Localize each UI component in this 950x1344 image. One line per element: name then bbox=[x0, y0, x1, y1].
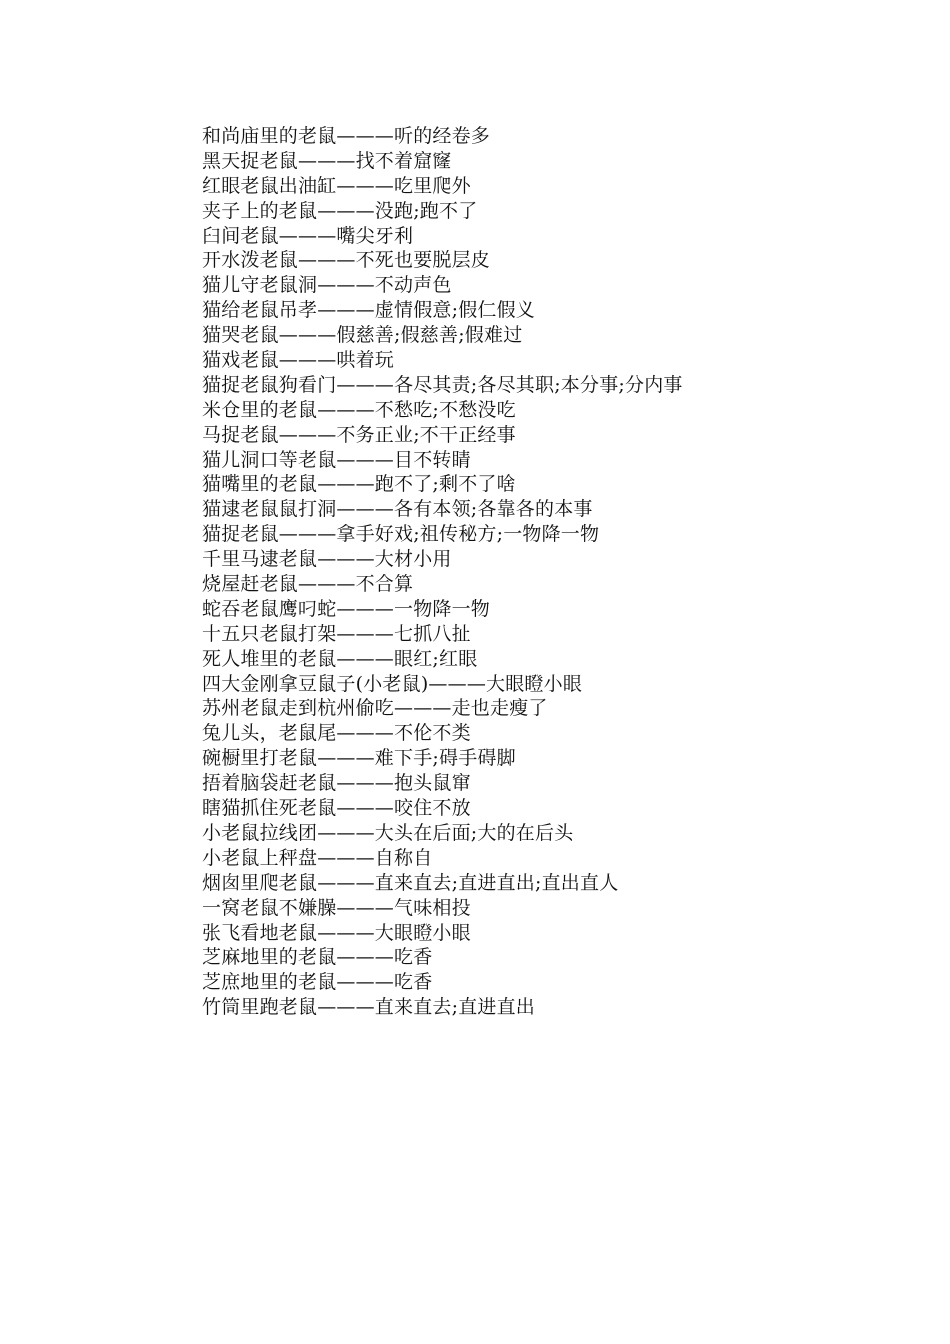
list-item: 黑天捉老鼠———找不着窟窿 bbox=[202, 149, 452, 172]
list-item: 烟囱里爬老鼠———直来直去;直进直出;直出直人 bbox=[202, 871, 619, 894]
list-item: 猫逮老鼠鼠打洞———各有本领;各靠各的本事 bbox=[202, 498, 593, 521]
list-item: 捂着脑袋赶老鼠———抱头鼠窜 bbox=[202, 772, 471, 795]
list-item: 千里马逮老鼠———大材小用 bbox=[202, 548, 452, 571]
list-item: 猫捉老鼠———拿手好戏;祖传秘方;一物降一物 bbox=[202, 523, 600, 546]
list-item: 四大金刚拿豆鼠子(小老鼠)———大眼瞪小眼 bbox=[202, 672, 583, 695]
list-item: 开水泼老鼠———不死也要脱层皮 bbox=[202, 249, 491, 272]
list-item: 死人堆里的老鼠———眼红;红眼 bbox=[202, 647, 478, 670]
list-item: 猫给老鼠吊孝———虚情假意;假仁假义 bbox=[202, 299, 536, 322]
list-item: 猫哭老鼠———假慈善;假慈善;假难过 bbox=[202, 324, 523, 347]
list-item: 小老鼠拉线团———大头在后面;大的在后头 bbox=[202, 821, 574, 844]
list-item: 烧屋赶老鼠———不合算 bbox=[202, 573, 414, 596]
xiehouyu-list bbox=[202, 124, 902, 1020]
list-item: 猫戏老鼠———哄着玩 bbox=[202, 349, 395, 372]
list-item: 猫嘴里的老鼠———跑不了;剩不了啥 bbox=[202, 473, 516, 496]
list-item: 臼间老鼠———嘴尖牙利 bbox=[202, 224, 414, 247]
list-item: 猫捉老鼠狗看门———各尽其责;各尽其职;本分事;分内事 bbox=[202, 373, 683, 396]
list-item: 十五只老鼠打架———七抓八扯 bbox=[202, 622, 471, 645]
list-item: 一窝老鼠不嫌臊———气味相投 bbox=[202, 896, 471, 919]
list-item: 夹子上的老鼠———没跑;跑不了 bbox=[202, 199, 478, 222]
list-item: 蛇吞老鼠鹰叼蛇———一物降一物 bbox=[202, 597, 491, 620]
list-item: 马捉老鼠———不务正业;不干正经事 bbox=[202, 423, 516, 446]
list-item: 张飞看地老鼠———大眼瞪小眼 bbox=[202, 921, 471, 944]
list-item: 芝庶地里的老鼠———吃香 bbox=[202, 971, 433, 994]
list-item: 米仓里的老鼠———不愁吃;不愁没吃 bbox=[202, 398, 516, 421]
list-item: 猫儿洞口等老鼠———目不转睛 bbox=[202, 448, 471, 471]
list-item: 芝麻地里的老鼠———吃香 bbox=[202, 946, 433, 969]
list-item: 小老鼠上秤盘———自称自 bbox=[202, 846, 433, 869]
list-item: 和尚庙里的老鼠———听的经卷多 bbox=[202, 125, 491, 147]
list-item: 瞎猫抓住死老鼠———咬住不放 bbox=[202, 797, 471, 820]
list-item: 猫儿守老鼠洞———不动声色 bbox=[202, 274, 452, 297]
list-item: 碗橱里打老鼠———难下手;碍手碍脚 bbox=[202, 747, 516, 770]
list-item: 兔儿头，老鼠尾———不伦不类 bbox=[202, 722, 471, 745]
list-item: 苏州老鼠走到杭州偷吃———走也走瘦了 bbox=[202, 697, 548, 720]
list-item: 红眼老鼠出油缸———吃里爬外 bbox=[202, 174, 471, 197]
list-item: 竹筒里跑老鼠———直来直去;直进直出 bbox=[202, 996, 536, 1019]
